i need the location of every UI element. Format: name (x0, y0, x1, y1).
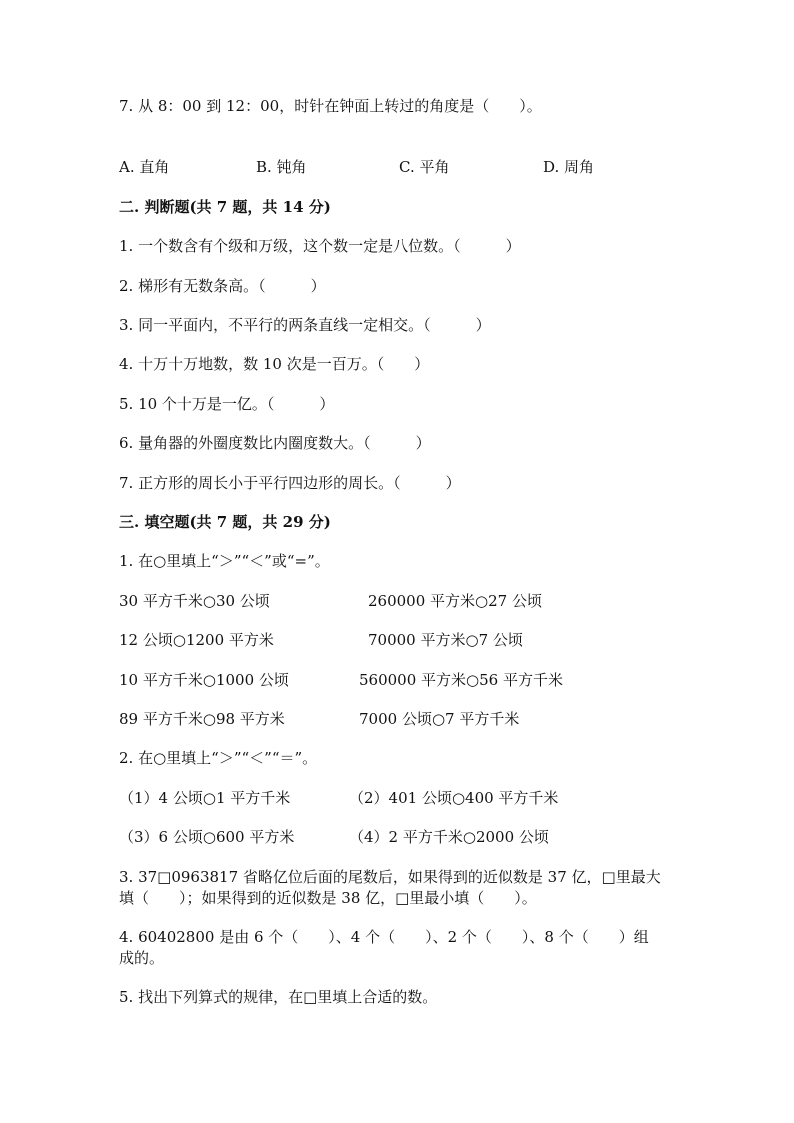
judge-item-5: 5. 10 个十万是一亿。（ ） (119, 395, 335, 413)
fill-q5-stem: 5. 找出下列算式的规律，在□里填上合适的数。 (119, 988, 438, 1006)
judge-item-3: 3. 同一平面内，不平行的两条直线一定相交。（ ） (119, 316, 491, 334)
judge-item-2: 2. 梯形有无数条高。（ ） (119, 277, 326, 295)
fill-q3-line1: 3. 37□0963817 省略亿位后面的尾数后，如果得到的近似数是 37 亿，□里最大 (119, 868, 661, 886)
judge-item-1: 1. 一个数含有个级和万级，这个数一定是八位数。（ ） (119, 237, 521, 255)
fill-q4-line2: 成的。 (119, 949, 165, 967)
fill-q1-row2-left: 12 公顷○1200 平方米 (119, 631, 274, 649)
fill-q2-row1-right: （2）401 公顷○400 平方千米 (349, 789, 559, 807)
fill-q4-line1: 4. 60402800 是由 6 个（ ）、4 个（ ）、2 个（ ）、8 个（ ）组 (119, 928, 649, 946)
fill-q2-row2-right: （4）2 平方千米○2000 公顷 (349, 828, 549, 846)
judge-item-4: 4. 十万十万地数，数 10 次是一百万。（ ） (119, 355, 430, 373)
fill-q1-row3-left: 10 平方千米○1000 公顷 (119, 671, 289, 689)
section-2-title: 二. 判断题(共 7 题，共 14 分) (119, 198, 331, 216)
fill-q1-row3-right: 560000 平方米○56 平方千米 (359, 671, 563, 689)
judge-item-6: 6. 量角器的外圈度数比内圈度数大。（ ） (119, 434, 431, 452)
fill-q1-row4-left: 89 平方千米○98 平方米 (119, 710, 285, 728)
fill-q1-stem: 1. 在○里填上“＞”“＜”或“=”。 (119, 552, 330, 570)
option-a: A. 直角 (119, 158, 170, 176)
fill-q1-row1-left: 30 平方千米○30 公顷 (119, 592, 270, 610)
fill-q2-stem: 2. 在○里填上“＞”“＜”“＝”。 (119, 749, 318, 767)
option-d: D. 周角 (543, 158, 595, 176)
fill-q1-row1-right: 260000 平方米○27 公顷 (368, 592, 542, 610)
option-b: B. 钝角 (256, 158, 307, 176)
fill-q3-line2: 填（ ）；如果得到的近似数是 38 亿，□里最小填（ ）。 (119, 889, 537, 907)
section-3-title: 三. 填空题(共 7 题，共 29 分) (119, 513, 331, 531)
question-7-stem: 7. 从 8：00 到 12：00，时针在钟面上转过的角度是（ ）。 (119, 97, 542, 115)
fill-q2-row1-left: （1）4 公顷○1 平方千米 (119, 789, 291, 807)
fill-q2-row2-left: （3）6 公顷○600 平方米 (119, 828, 295, 846)
option-c: C. 平角 (399, 158, 450, 176)
fill-q1-row4-right: 7000 公顷○7 平方千米 (359, 710, 520, 728)
fill-q1-row2-right: 70000 平方米○7 公顷 (368, 631, 523, 649)
judge-item-7: 7. 正方形的周长小于平行四边形的周长。（ ） (119, 474, 461, 492)
